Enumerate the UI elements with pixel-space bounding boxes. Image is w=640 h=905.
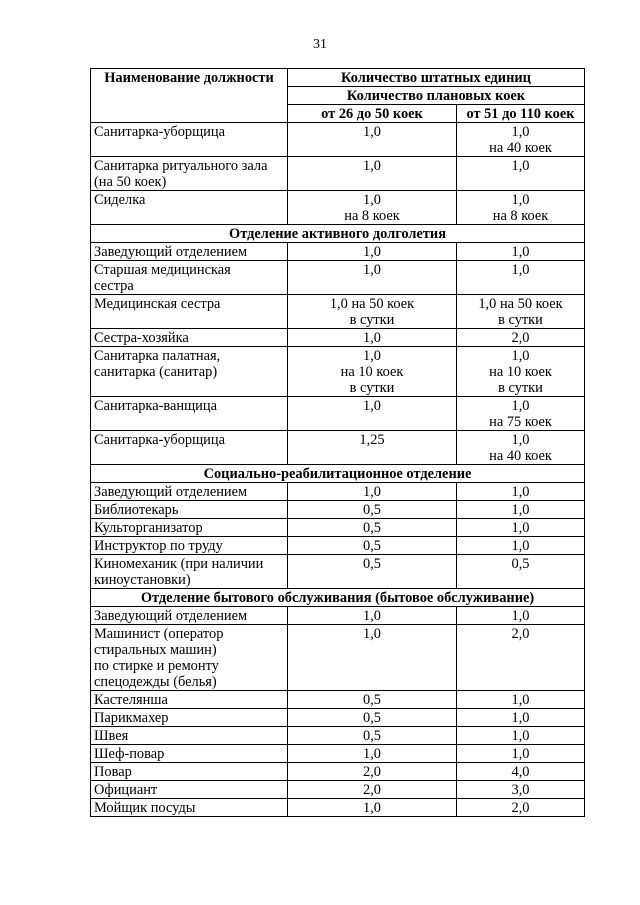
- table-row: [91, 691, 585, 709]
- table-body: [91, 123, 585, 817]
- beds-26-50-cell: 1,0: [288, 799, 457, 817]
- table-row: [91, 781, 585, 799]
- section-title: Отделение активного долголетия: [91, 225, 585, 243]
- beds-26-50-cell: 1,0: [288, 397, 457, 431]
- position-name-cell: Культорганизатор: [91, 519, 288, 537]
- beds-51-110-cell: 1,0: [457, 261, 585, 295]
- beds-26-50-cell: 0,5: [288, 501, 457, 519]
- position-name-cell: Машинист (оператор стиральных машин) по стирке и ремонту спецодежды (белья): [91, 625, 288, 691]
- table-row: [91, 501, 585, 519]
- position-name-cell: Санитарка ритуального зала (на 50 коек): [91, 157, 288, 191]
- table-row: [91, 431, 585, 465]
- beds-51-110-cell: 1,0: [457, 157, 585, 191]
- beds-26-50-cell: 1,0: [288, 745, 457, 763]
- beds-51-110-cell: 1,0: [457, 607, 585, 625]
- beds-26-50-cell: 1,0: [288, 329, 457, 347]
- beds-26-50-cell: 0,5: [288, 555, 457, 589]
- staffing-table: [90, 68, 585, 817]
- table-row: [91, 727, 585, 745]
- beds-26-50-cell: 1,0: [288, 261, 457, 295]
- position-name-cell: Повар: [91, 763, 288, 781]
- beds-51-110-cell: 1,0: [457, 483, 585, 501]
- position-name-cell: Библиотекарь: [91, 501, 288, 519]
- table-row: [91, 625, 585, 691]
- beds-26-50-cell: 2,0: [288, 781, 457, 799]
- beds-26-50-cell: 0,5: [288, 519, 457, 537]
- table-row: [91, 123, 585, 157]
- position-name-cell: Официант: [91, 781, 288, 799]
- beds-26-50-cell: 0,5: [288, 537, 457, 555]
- beds-51-110-cell: 3,0: [457, 781, 585, 799]
- header-beds-26-50: от 26 до 50 коек: [288, 105, 457, 123]
- beds-51-110-cell: 0,5: [457, 555, 585, 589]
- header-beds-51-110: от 51 до 110 коек: [457, 105, 585, 123]
- position-name-cell: Сиделка: [91, 191, 288, 225]
- beds-26-50-cell: 1,0: [288, 607, 457, 625]
- table-row: [91, 261, 585, 295]
- beds-26-50-cell: 1,25: [288, 431, 457, 465]
- position-name-cell: Мойщик посуды: [91, 799, 288, 817]
- header-position-name: Наименование должности: [91, 69, 288, 123]
- beds-26-50-cell: 1,0: [288, 243, 457, 261]
- table-row: [91, 555, 585, 589]
- beds-26-50-cell: 0,5: [288, 709, 457, 727]
- beds-26-50-cell: 0,5: [288, 691, 457, 709]
- position-name-cell: Шеф-повар: [91, 745, 288, 763]
- position-name-cell: Старшая медицинская сестра: [91, 261, 288, 295]
- position-name-cell: Санитарка палатная, санитарка (санитар): [91, 347, 288, 397]
- beds-51-110-cell: 1,0: [457, 519, 585, 537]
- beds-26-50-cell: 1,0: [288, 157, 457, 191]
- position-name-cell: Инструктор по труду: [91, 537, 288, 555]
- table-row: [91, 329, 585, 347]
- table-row: [91, 537, 585, 555]
- position-name-cell: Санитарка-ванщица: [91, 397, 288, 431]
- beds-26-50-cell: 1,0: [288, 483, 457, 501]
- table-row: [91, 607, 585, 625]
- section-row: [91, 225, 585, 243]
- table-row: [91, 347, 585, 397]
- section-row: [91, 589, 585, 607]
- position-name-cell: Заведующий отделением: [91, 243, 288, 261]
- table-row: [91, 243, 585, 261]
- position-name-cell: Киномеханик (при наличии киноустановки): [91, 555, 288, 589]
- table-row: [91, 709, 585, 727]
- beds-51-110-cell: 1,0: [457, 537, 585, 555]
- header-planned-beds: Количество плановых коек: [288, 87, 585, 105]
- beds-51-110-cell: 1,0 на 50 коек в сутки: [457, 295, 585, 329]
- position-name-cell: Заведующий отделением: [91, 607, 288, 625]
- position-name-cell: Заведующий отделением: [91, 483, 288, 501]
- table-row: [91, 519, 585, 537]
- beds-51-110-cell: 1,0: [457, 727, 585, 745]
- position-name-cell: Швея: [91, 727, 288, 745]
- position-name-cell: Парикмахер: [91, 709, 288, 727]
- beds-51-110-cell: 1,0 на 40 коек: [457, 431, 585, 465]
- section-row: [91, 465, 585, 483]
- section-title: Отделение бытового обслуживания (бытовое обслуживание): [91, 589, 585, 607]
- beds-26-50-cell: 1,0: [288, 625, 457, 691]
- beds-26-50-cell: 1,0 на 10 коек в сутки: [288, 347, 457, 397]
- beds-51-110-cell: 1,0: [457, 691, 585, 709]
- beds-51-110-cell: 1,0 на 8 коек: [457, 191, 585, 225]
- section-title: Социально-реабилитационное отделение: [91, 465, 585, 483]
- beds-51-110-cell: 1,0: [457, 243, 585, 261]
- position-name-cell: Сестра-хозяйка: [91, 329, 288, 347]
- beds-26-50-cell: 1,0 на 8 коек: [288, 191, 457, 225]
- beds-51-110-cell: 1,0: [457, 709, 585, 727]
- table-row: [91, 763, 585, 781]
- beds-26-50-cell: 2,0: [288, 763, 457, 781]
- position-name-cell: Кастелянша: [91, 691, 288, 709]
- beds-51-110-cell: 1,0 на 40 коек: [457, 123, 585, 157]
- table-row: [91, 295, 585, 329]
- page-number: 31: [313, 37, 327, 52]
- position-name-cell: Медицинская сестра: [91, 295, 288, 329]
- position-name-cell: Санитарка-уборщица: [91, 431, 288, 465]
- beds-26-50-cell: 1,0 на 50 коек в сутки: [288, 295, 457, 329]
- beds-51-110-cell: 1,0: [457, 501, 585, 519]
- beds-51-110-cell: 1,0 на 10 коек в сутки: [457, 347, 585, 397]
- beds-26-50-cell: 1,0: [288, 123, 457, 157]
- table-row: [91, 397, 585, 431]
- header-staff-units: Количество штатных единиц: [288, 69, 585, 87]
- beds-51-110-cell: 4,0: [457, 763, 585, 781]
- beds-51-110-cell: 2,0: [457, 625, 585, 691]
- table-row: [91, 157, 585, 191]
- beds-26-50-cell: 0,5: [288, 727, 457, 745]
- beds-51-110-cell: 1,0 на 75 коек: [457, 397, 585, 431]
- table-row: [91, 191, 585, 225]
- table-row: [91, 799, 585, 817]
- table-row: [91, 745, 585, 763]
- beds-51-110-cell: 1,0: [457, 745, 585, 763]
- table-row: [91, 483, 585, 501]
- beds-51-110-cell: 2,0: [457, 799, 585, 817]
- beds-51-110-cell: 2,0: [457, 329, 585, 347]
- position-name-cell: Санитарка-уборщица: [91, 123, 288, 157]
